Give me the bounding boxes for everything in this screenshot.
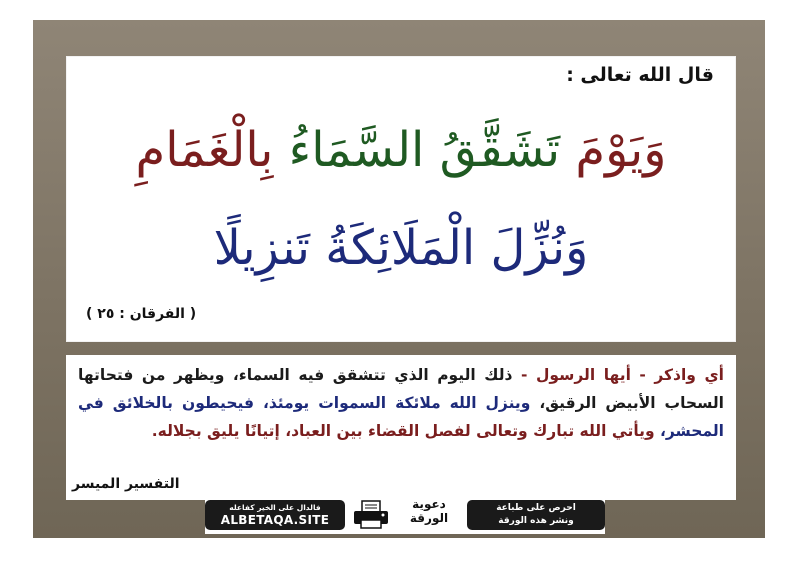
footer-site: ALBETAQA.SITE [220,513,330,527]
tafsir-text [78,361,724,445]
verse-word-1: وَيَوْمَ [575,122,667,178]
logo-line-2: الورقة [409,511,449,525]
verse-intro: قال الله تعالى : [566,64,714,86]
footer-motto: فالدال على الخير كفاعله [229,503,321,512]
verse-line-2: وَنُزِّلَ الْمَلَائِكَةُ تَنزِيلًا [213,220,589,276]
logo-line-1: دعوية [412,497,446,511]
verse-word-2: تَشَقَّقُ [439,122,561,178]
verse-word-3: السَّمَاءُ [288,122,425,178]
verse-panel [66,56,736,342]
footer-print-line-2: ونشر هذه الورقة [498,516,574,526]
verse-reference: ( الفرقان : ٢٥ ) [86,306,197,322]
footer-print-line-1: احرص على طباعة [496,503,576,513]
footer-site-box[interactable] [205,500,345,530]
tafsir-panel [66,355,736,500]
footer-bar [205,496,605,534]
tafsir-segment-2: ذلك اليوم الذي تتشقق فيه السماء، ويظهر من فتحاتها السحاب الأبيض الرقيق، [78,366,724,412]
verse-word-4: بِالْغَمَامِ [135,122,274,178]
footer-print-box [467,500,605,530]
tafsir-source: التفسير الميسر [72,476,180,492]
tafsir-segment-4: ويأتي الله تبارك وتعالى لفصل القضاء بين العباد، إتيانًا يليق بجلاله. [151,422,655,440]
logo [399,497,459,533]
printer-icon [351,500,391,530]
tafsir-segment-3: وينزل الله ملائكة السموات يومئذ، فيحيطون بالخلائق في المحشر، [78,394,724,440]
verse-line-1 [66,122,736,178]
tafsir-segment-1: أي واذكر - أيها الرسول - [512,366,724,384]
